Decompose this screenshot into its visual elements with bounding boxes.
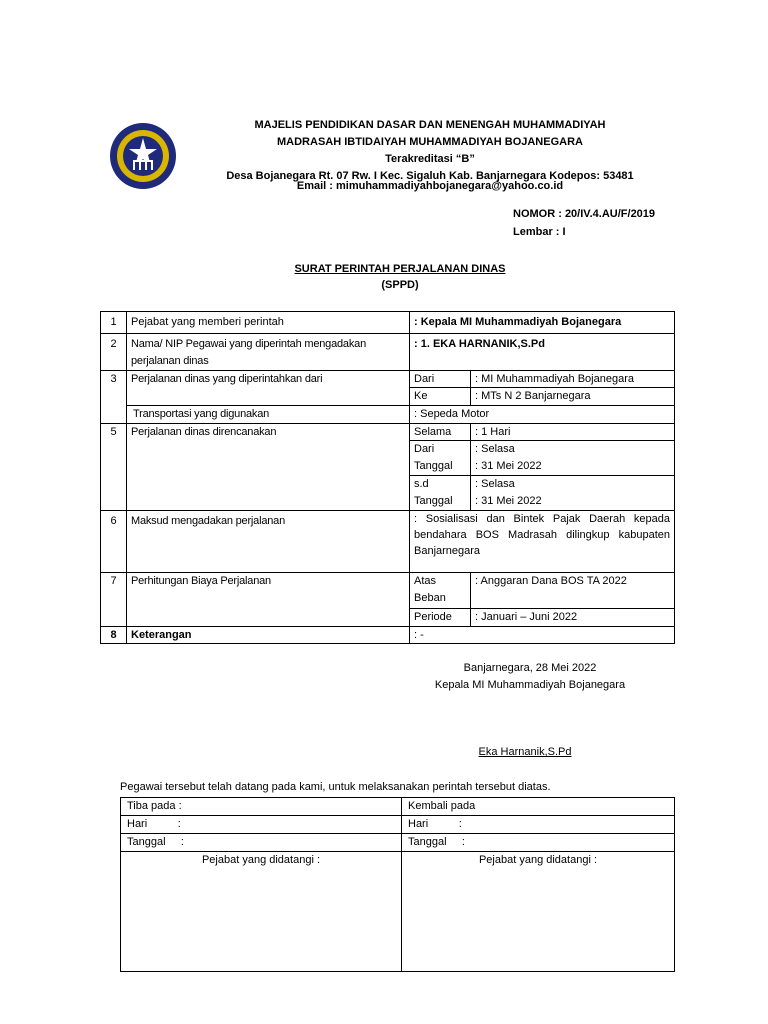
field-value: : MTs N 2 Banjarnegara	[471, 388, 675, 406]
field-label: Dari	[410, 441, 471, 458]
row-number: 3	[101, 371, 127, 424]
row-label: Maksud mengadakan perjalanan	[127, 511, 410, 573]
field-label: s.d	[410, 476, 471, 493]
hari-right: Hari :	[402, 816, 675, 834]
row-label: Perjalanan dinas yang diperintahkan dari	[127, 371, 410, 406]
hari-left: Hari :	[121, 816, 402, 834]
nomor: NOMOR : 20/IV.4.AU/F/2019	[513, 208, 656, 220]
row-label: Perjalanan dinas direncanakan	[127, 424, 410, 511]
row-number: 5	[101, 424, 127, 511]
lembar: Lembar : I	[513, 226, 566, 238]
field-value: : Selasa	[471, 476, 675, 493]
field-value: : 31 Mei 2022	[471, 493, 675, 511]
field-value: : Selasa	[471, 441, 675, 458]
header-line-1: MAJELIS PENDIDIKAN DASAR DAN MENENGAH MUHAMMADIYAH	[254, 119, 606, 131]
table-row	[101, 312, 675, 334]
field-value: : Januari – Juni 2022	[471, 609, 675, 627]
signature-place-date: Banjarnegara, 28 Mei 2022	[463, 662, 597, 674]
table-row	[121, 852, 675, 972]
field-value: : 1 Hari	[471, 424, 675, 441]
row-number: 6	[101, 511, 127, 573]
field-label: Selama	[410, 424, 471, 441]
field-label: Periode	[410, 609, 471, 627]
row-label: Transportasi yang digunakan	[127, 406, 410, 424]
row-number: 2	[101, 334, 127, 371]
pejabat-left: Pejabat yang didatangi :	[121, 852, 402, 972]
row-value: : Sepeda Motor	[410, 406, 675, 424]
kembali-label: Kembali pada	[402, 798, 675, 816]
header-line-2: MADRASAH IBTIDAIYAH MUHAMMADIYAH BOJANEGARA	[277, 136, 583, 148]
field-value: : MI Muhammadiyah Bojanegara	[471, 371, 675, 388]
field-label: Ke	[410, 388, 471, 406]
table-row	[121, 798, 675, 816]
sppd-table	[100, 311, 675, 644]
pejabat-right: Pejabat yang didatangi :	[402, 852, 675, 972]
school-logo	[109, 122, 177, 190]
row-label: Pejabat yang memberi perintah	[127, 312, 410, 334]
statement-text: Pegawai tersebut telah datang pada kami, untuk melaksanakan perintah tersebut diatas.	[120, 781, 551, 793]
row-value: : 1. EKA HARNANIK,S.Pd	[410, 334, 675, 371]
arrival-table	[120, 797, 675, 972]
row-number: 8	[101, 627, 127, 644]
table-row	[101, 371, 675, 388]
signature-name: Eka Harnanik,S.Pd	[478, 746, 572, 758]
row-label: Keterangan	[127, 627, 410, 644]
table-row	[101, 406, 675, 424]
table-row	[101, 334, 675, 371]
document-title	[240, 261, 560, 293]
subtitle-text: (SPPD)	[381, 279, 419, 291]
table-row	[121, 816, 675, 834]
tanggal-left: Tanggal :	[121, 834, 402, 852]
row-value: : Sosialisasi dan Bintek Pajak Daerah kepada bendahara BOS Madrasah dilingkup kabupaten Banjarnegara	[410, 511, 675, 573]
row-value: : -	[410, 627, 675, 644]
tanggal-right: Tanggal :	[402, 834, 675, 852]
row-number: 7	[101, 573, 127, 627]
table-row	[101, 573, 675, 609]
header-line-5: Email : mimuhammadiyahbojanegara@yahoo.co.id	[296, 180, 564, 192]
row-label: Nama/ NIP Pegawai yang diperintah mengadakan perjalanan dinas	[127, 334, 410, 371]
table-row	[101, 511, 675, 573]
field-label: Dari	[410, 371, 471, 388]
field-label: Tanggal	[410, 493, 471, 511]
row-value: : Kepala MI Muhammadiyah Bojanegara	[410, 312, 675, 334]
header-line-4: Desa Bojanegara Rt. 07 Rw. I Kec. Sigaluh Kab. Banjarnegara Kodepos: 53481	[226, 170, 634, 182]
field-value: : 31 Mei 2022	[471, 458, 675, 476]
tiba-label: Tiba pada :	[121, 798, 402, 816]
header-line-3: Terakreditasi “B”	[385, 153, 475, 165]
row-label: Perhitungan Biaya Perjalanan	[127, 573, 410, 627]
field-label: Tanggal	[410, 458, 471, 476]
title-text: SURAT PERINTAH PERJALANAN DINAS	[294, 263, 506, 275]
table-row	[121, 834, 675, 852]
table-row	[101, 424, 675, 441]
table-row	[101, 627, 675, 644]
field-label: Atas Beban	[410, 573, 471, 609]
row-number: 1	[101, 312, 127, 334]
signature-position: Kepala MI Muhammadiyah Bojanegara	[434, 679, 626, 691]
field-value: : Anggaran Dana BOS TA 2022	[471, 573, 675, 609]
